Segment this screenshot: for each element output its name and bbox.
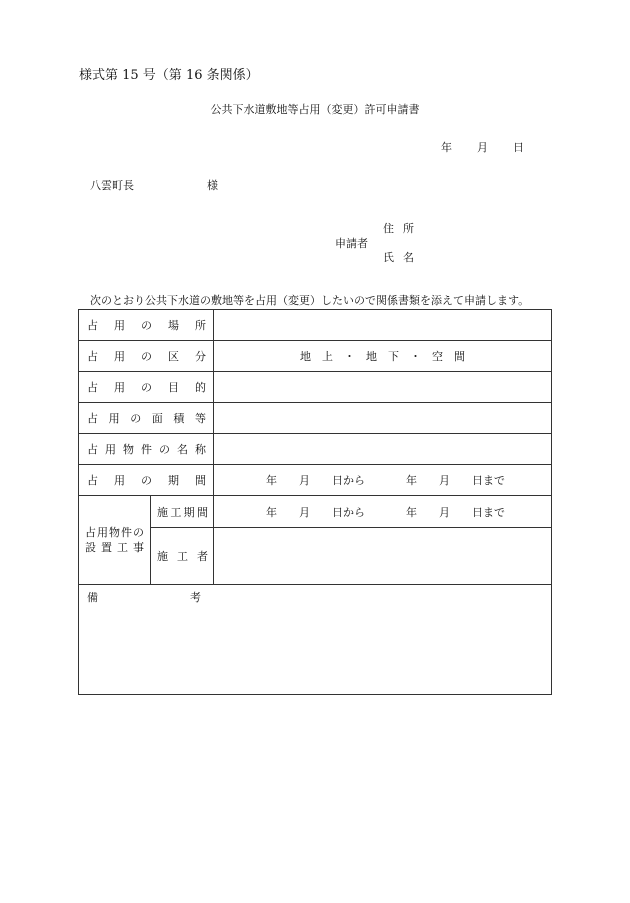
date-year: 年 (441, 141, 452, 154)
period-from: 年 月 日から (266, 474, 365, 488)
field-period[interactable] (214, 465, 552, 496)
label-period: 占用の期間 (79, 465, 214, 496)
label-construction-period: 施工期間 (151, 496, 214, 527)
date-month: 月 (477, 141, 488, 154)
installation-line1: 占用物件の (85, 526, 144, 540)
field-area[interactable] (214, 403, 552, 434)
field-object-name[interactable] (214, 434, 552, 465)
label-contractor: 施工者 (151, 527, 214, 584)
construction-from: 年 月 日から (266, 505, 365, 519)
remarks-char-2: 考 (190, 590, 201, 604)
row-purpose (79, 372, 552, 403)
row-construction-period (79, 496, 552, 527)
field-remarks[interactable] (79, 584, 552, 694)
label-location: 占用の場所 (79, 310, 214, 341)
field-purpose[interactable] (214, 372, 552, 403)
row-category (79, 341, 552, 372)
label-object-name: 占用物件の名称 (79, 434, 214, 465)
form-number: 様式第 15 号（第 16 条関係） (79, 68, 259, 83)
remarks-char-1: 備 (87, 590, 98, 604)
intro-text: 次のとおり公共下水道の敷地等を占用（変更）したいので関係書類を添えて申請します。 (90, 294, 530, 307)
addressee-name: 八雲町長 (90, 179, 134, 192)
label-installation-work (79, 496, 151, 584)
period-to: 年 月 日まで (406, 474, 505, 488)
label-purpose: 占用の目的 (79, 372, 214, 403)
row-area (79, 403, 552, 434)
date-line (441, 139, 524, 155)
row-remarks (79, 584, 552, 694)
installation-line2: 設置工事 (85, 541, 144, 555)
field-category-options[interactable]: 地 上 ・ 地 下 ・ 空 間 (214, 341, 552, 372)
document-title: 公共下水道敷地等占用（変更）許可申請書 (210, 103, 420, 116)
label-area: 占用の面積等 (79, 403, 214, 434)
label-category: 占用の区分 (79, 341, 214, 372)
field-construction-period[interactable] (214, 496, 552, 527)
applicant-label: 申請者 (335, 237, 368, 250)
field-contractor[interactable] (214, 527, 552, 584)
row-location (79, 310, 552, 341)
field-location[interactable] (214, 310, 552, 341)
row-object-name (79, 434, 552, 465)
label-remarks (87, 589, 201, 605)
name-label: 氏名 (383, 251, 423, 264)
date-day: 日 (513, 141, 524, 154)
address-label: 住所 (383, 222, 423, 235)
application-form-table (78, 309, 552, 695)
construction-to: 年 月 日まで (406, 505, 505, 519)
row-period (79, 465, 552, 496)
addressee-suffix: 様 (207, 179, 218, 192)
